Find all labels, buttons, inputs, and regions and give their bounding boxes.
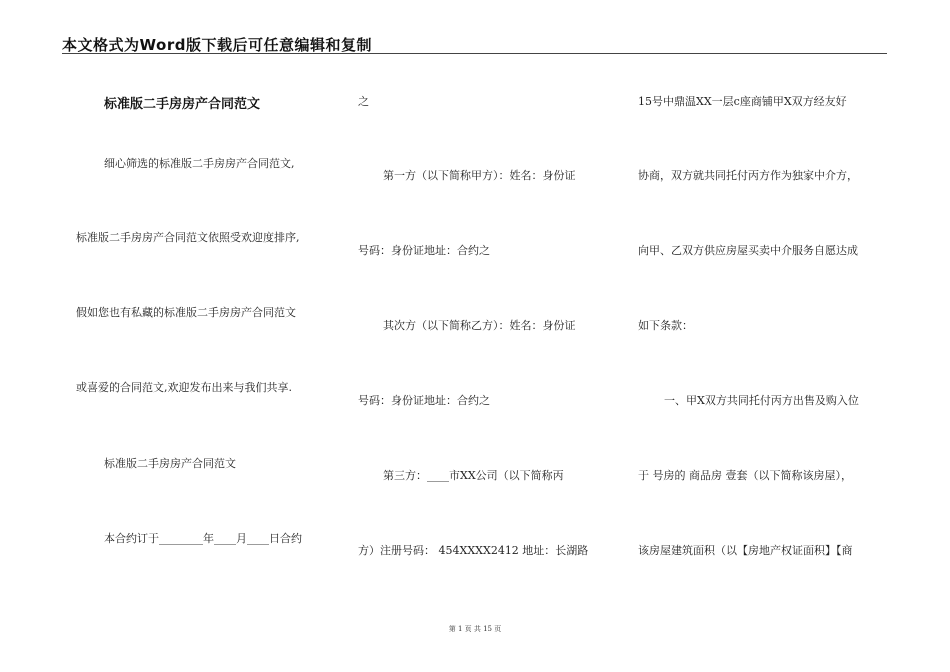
- left-line-1: 细心筛选的标准版二手房房产合同范文,: [104, 157, 295, 170]
- right-line-0: 15号中鼎温XX一层c座商铺甲X双方经友好: [638, 95, 847, 108]
- middle-line-5: 第三方：____市XX公司（以下简称丙: [383, 469, 564, 482]
- left-line-4: 或喜爱的合同范文,欢迎发布出来与我们共享.: [76, 381, 292, 394]
- middle-line-4: 号码：身份证地址：合约之: [358, 394, 490, 407]
- left-line-2: 标准版二手房房产合同范文依照受欢迎度排序,: [76, 231, 300, 244]
- middle-line-1: 第一方（以下简称甲方）：姓名：身份证: [383, 169, 576, 182]
- right-line-4: 一、甲X双方共同托付丙方出售及购入位: [664, 394, 859, 407]
- right-line-1: 协商，双方就共同托付丙方作为独家中介方，: [638, 169, 858, 182]
- right-line-2: 向甲、乙双方供应房屋买卖中介服务自愿达成: [638, 244, 858, 257]
- page-number: 第 1 页 共 15 页: [448, 625, 502, 633]
- middle-line-6: 方）注册号码： 454XXXX2412 地址：长湖路: [358, 544, 589, 557]
- middle-line-0: 之: [358, 95, 369, 108]
- left-line-3: 假如您也有私藏的标准版二手房房产合同范文: [76, 306, 296, 319]
- left-line-6: 本合约订于________年____月____日合约: [104, 532, 302, 545]
- right-line-6: 该房屋建筑面积（以【房地产权证面积】【商: [638, 544, 853, 557]
- document-title: 标准版二手房房产合同范文: [104, 97, 261, 112]
- right-line-3: 如下条款：: [638, 319, 693, 332]
- left-subtitle: 标准版二手房房产合同范文: [104, 457, 236, 470]
- right-line-5: 于 号房的 商品房 壹套（以下简称该房屋），: [638, 469, 852, 482]
- document-banner: 本文格式为Word版下载后可任意编辑和复制: [62, 36, 372, 54]
- header-rule: [62, 53, 887, 54]
- middle-line-3: 其次方（以下简称乙方）：姓名：身份证: [383, 319, 576, 332]
- middle-line-2: 号码：身份证地址：合约之: [358, 244, 490, 257]
